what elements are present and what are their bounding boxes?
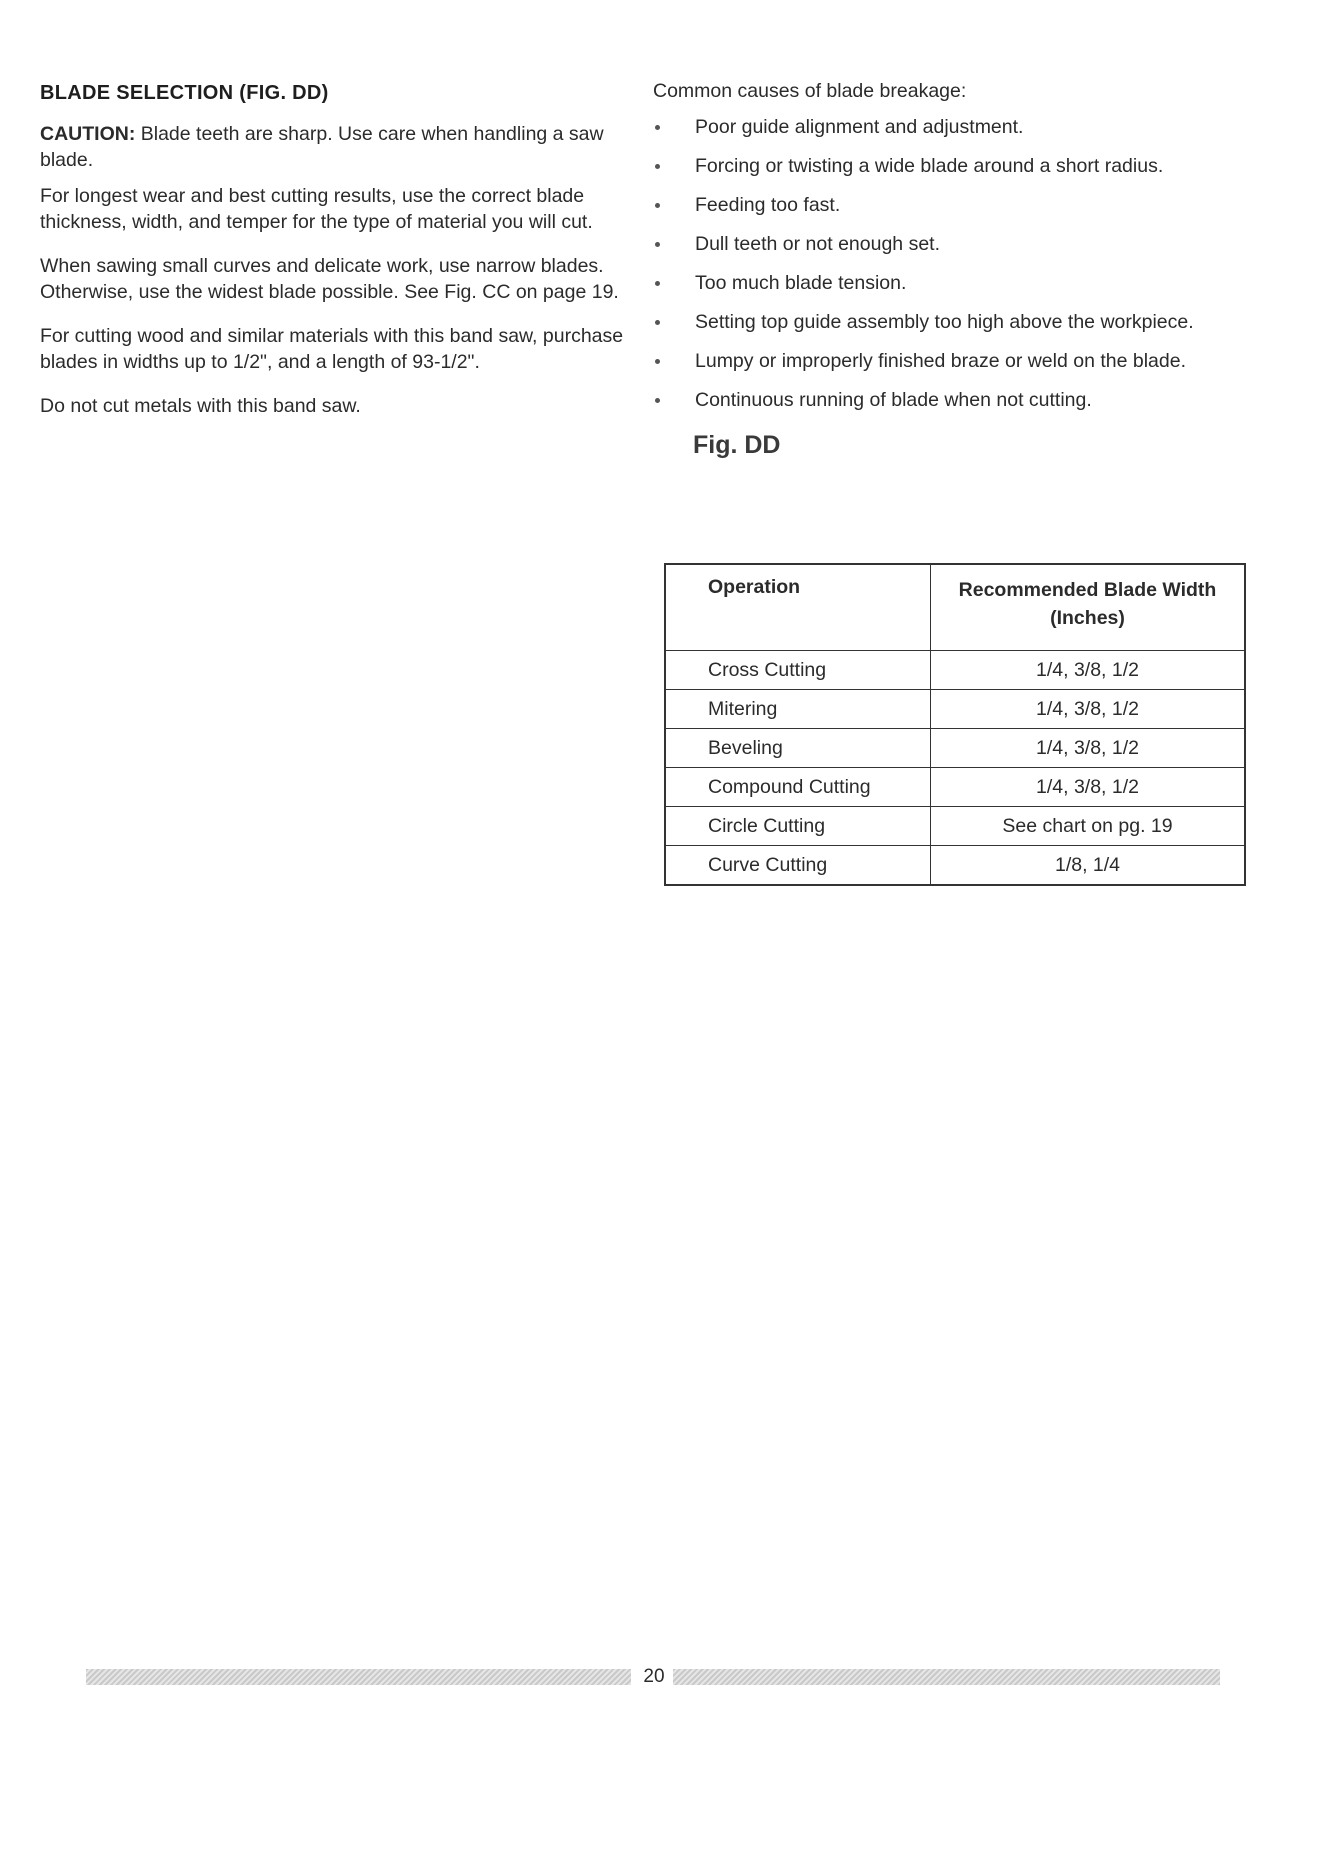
operation-cell: Cross Cutting <box>665 651 931 690</box>
footer-rule-right <box>673 1669 1220 1685</box>
list-item-text: Poor guide alignment and adjustment. <box>695 116 1024 138</box>
width-cell: 1/4, 3/8, 1/2 <box>931 651 1246 690</box>
caution-text: Blade teeth are sharp. Use care when handling a saw blade. <box>40 123 604 171</box>
list-item-text: Setting top guide assembly too high above the workpiece. <box>695 311 1194 333</box>
operation-cell: Beveling <box>665 729 931 768</box>
bullet-icon <box>655 398 660 403</box>
list-item <box>653 153 1253 179</box>
bullet-icon <box>655 242 660 247</box>
operation-cell: Curve Cutting <box>665 846 931 886</box>
list-item-text: Forcing or twisting a wide blade around a short radius. <box>695 155 1164 177</box>
breakage-intro: Common causes of blade breakage: <box>653 80 967 102</box>
body-paragraph: For cutting wood and similar materials with this band saw, purchase blades in widths up to 1/2", and a length of 93-1/2". <box>40 325 624 373</box>
width-cell: 1/4, 3/8, 1/2 <box>931 768 1246 807</box>
list-item-text: Continuous running of blade when not cutting. <box>695 389 1092 411</box>
section-title: BLADE SELECTION (FIG. DD) <box>40 82 329 104</box>
header-units: (Inches) <box>1050 607 1125 629</box>
body-paragraph: Do not cut metals with this band saw. <box>40 395 361 417</box>
list-item-text: Lumpy or improperly finished braze or weld on the blade. <box>695 350 1187 372</box>
list-item <box>653 348 1253 374</box>
caution-paragraph <box>40 121 628 173</box>
bullet-icon <box>655 359 660 364</box>
list-item <box>653 387 1253 413</box>
width-cell: 1/4, 3/8, 1/2 <box>931 690 1246 729</box>
width-cell: 1/8, 1/4 <box>931 846 1246 886</box>
list-item <box>653 309 1253 335</box>
table-row <box>665 768 1245 807</box>
table-row <box>665 690 1245 729</box>
header-blade-width-label: Recommended Blade Width <box>958 579 1217 601</box>
list-item <box>653 192 1253 218</box>
bullet-icon <box>655 125 660 130</box>
list-item <box>653 231 1253 257</box>
list-item-text: Dull teeth or not enough set. <box>695 233 940 255</box>
page-footer <box>86 1666 1220 1690</box>
body-paragraph: When sawing small curves and delicate work, use narrow blades. Otherwise, use the widest blade possible. See Fig. CC on page 19. <box>40 255 619 303</box>
body-paragraph: For longest wear and best cutting results, use the correct blade thickness, width, and temper for the type of material you will cut. <box>40 185 593 233</box>
table-row <box>665 729 1245 768</box>
table-header-row <box>665 564 1245 651</box>
width-cell: See chart on pg. 19 <box>931 807 1246 846</box>
bullet-icon <box>655 281 660 286</box>
table-row <box>665 807 1245 846</box>
page-number: 20 <box>643 1666 665 1687</box>
blade-width-table <box>664 563 1246 886</box>
operation-cell: Circle Cutting <box>665 807 931 846</box>
bullet-icon <box>655 164 660 169</box>
width-cell: 1/4, 3/8, 1/2 <box>931 729 1246 768</box>
operation-cell: Mitering <box>665 690 931 729</box>
header-blade-width <box>931 564 1246 651</box>
left-column <box>40 82 628 437</box>
bullet-icon <box>655 203 660 208</box>
list-item <box>653 114 1253 140</box>
list-item-text: Feeding too fast. <box>695 194 841 216</box>
table-row <box>665 846 1245 886</box>
caution-label: CAUTION: <box>40 123 136 145</box>
list-item <box>653 270 1253 296</box>
figure-title: Fig. DD <box>693 431 781 459</box>
breakage-list <box>653 114 1253 413</box>
footer-rule-left <box>86 1669 631 1685</box>
right-column <box>653 78 1253 460</box>
table-row <box>665 651 1245 690</box>
operation-cell: Compound Cutting <box>665 768 931 807</box>
bullet-icon <box>655 320 660 325</box>
header-operation: Operation <box>665 564 931 651</box>
list-item-text: Too much blade tension. <box>695 272 907 294</box>
